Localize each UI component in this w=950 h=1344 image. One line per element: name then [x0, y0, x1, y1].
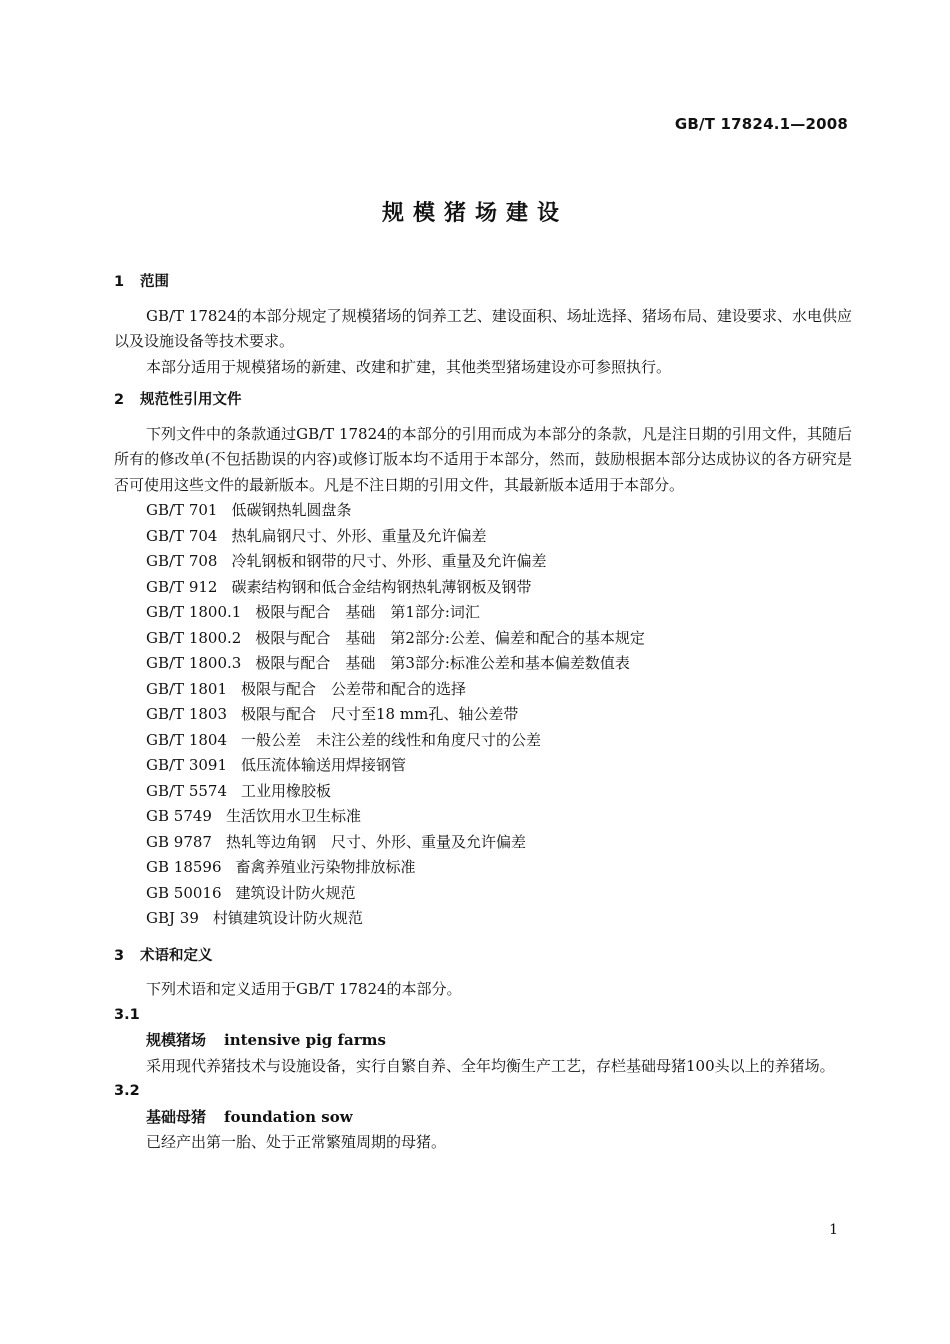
reference-code: GB 50016 [146, 883, 222, 902]
list-item [114, 830, 852, 856]
list-item [114, 626, 852, 652]
standard-number: GB/T 17824.1—2008 [674, 115, 848, 133]
document-body [114, 270, 852, 1156]
paragraph: GB/T 17824的本部分规定了规模猪场的饲养工艺、建设面积、场址选择、猪场布局、建设要求、水电供应以及设施设备等技术要求。 [114, 306, 852, 350]
reference-title: 极限与配合 基础 第2部分:公差、偏差和配合的基本规定 [255, 628, 645, 647]
list-item [114, 728, 852, 754]
section-number: 2 [114, 392, 125, 408]
term-name [114, 1105, 852, 1131]
list-item [114, 881, 852, 907]
reference-code: GB/T 1800.3 [146, 654, 242, 672]
term-cn: 规模猪场 [146, 1031, 207, 1049]
section-number: 3 [114, 947, 125, 964]
list-item [114, 677, 852, 703]
reference-list [114, 498, 852, 932]
reference-title: 村镇建筑设计防火规范 [212, 909, 363, 927]
term-number: 3.1 [114, 1006, 140, 1023]
list-item [114, 855, 852, 881]
list-item [114, 779, 852, 805]
reference-code: GB/T 1800.2 [146, 628, 242, 647]
reference-code: GB/T 912 [146, 577, 218, 596]
section-number: 1 [114, 274, 125, 290]
list-item [114, 753, 852, 779]
reference-code: GB/T 1804 [146, 730, 228, 749]
term-cn: 基础母猪 [146, 1107, 207, 1126]
list-item [114, 651, 852, 677]
reference-title: 热轧扁钢尺寸、外形、重量及允许偏差 [231, 526, 487, 545]
term-number: 3.2 [114, 1083, 140, 1099]
reference-code: GB/T 708 [146, 552, 218, 570]
reference-title: 低压流体输送用焊接钢管 [241, 756, 407, 774]
reference-title: 冷轧钢板和钢带的尺寸、外形、重量及允许偏差 [231, 552, 547, 570]
page-number: 1 [829, 1222, 838, 1238]
list-item [114, 575, 852, 601]
reference-code: GBJ 39 [146, 909, 199, 927]
section-title: 规范性引用文件 [140, 392, 242, 408]
document-title: 规模猪场建设 [381, 201, 568, 226]
section-heading-terms-and-definitions [114, 944, 852, 970]
reference-title: 低碳钢热轧圆盘条 [231, 501, 352, 519]
term-definition: 采用现代养猪技术与设施设备，实行自繁自养、全年均衡生产工艺，存栏基础母猪100头以上的养猪场。 [146, 1056, 835, 1075]
section-heading-normative-references [114, 388, 852, 414]
term-name [114, 1028, 852, 1054]
term-definition: 已经产出第一胎、处于正常繁殖周期的母猪。 [146, 1133, 447, 1151]
reference-code: GB 5749 [146, 807, 212, 825]
reference-title: 热轧等边角钢 尺寸、外形、重量及允许偏差 [225, 832, 526, 851]
reference-code: GB/T 3091 [146, 756, 228, 774]
list-item [114, 600, 852, 626]
reference-code: GB 9787 [146, 832, 212, 851]
paragraph: 下列术语和定义适用于GB/T 17824的本部分。 [146, 980, 462, 998]
reference-code: GB/T 704 [146, 526, 218, 545]
reference-code: GB/T 1800.1 [146, 603, 242, 621]
paragraph: 下列文件中的条款通过GB/T 17824的本部分的引用而成为本部分的条款，凡是注日期的引用文件，其随后所有的修改单(不包括勘误的内容)或修订版本均不适用于本部分，然而，鼓励根据本部分达成协议的各方研究是否可使用这些文件的最新版本。凡是不注日期的引用文件，其最新版本适用于本部分。 [114, 424, 852, 494]
section-heading-scope [114, 270, 852, 296]
reference-code: GB 18596 [146, 858, 222, 876]
section-title: 范围 [140, 274, 169, 290]
reference-code: GB/T 5574 [146, 781, 228, 800]
reference-code: GB/T 1801 [146, 679, 228, 698]
reference-title: 极限与配合 尺寸至18 mm孔、轴公差带 [241, 705, 519, 723]
reference-title: 极限与配合 基础 第1部分:词汇 [255, 603, 480, 621]
list-item [114, 549, 852, 575]
term-en: intensive pig farms [224, 1031, 386, 1049]
section-title: 术语和定义 [140, 947, 213, 964]
list-item [114, 906, 852, 932]
paragraph: 本部分适用于规模猪场的新建、改建和扩建，其他类型猪场建设亦可参照执行。 [146, 357, 672, 376]
reference-title: 极限与配合 公差带和配合的选择 [241, 679, 467, 698]
reference-title: 极限与配合 基础 第3部分:标准公差和基本偏差数值表 [255, 654, 630, 672]
reference-code: GB/T 701 [146, 501, 218, 519]
list-item [114, 804, 852, 830]
reference-code: GB/T 1803 [146, 705, 228, 723]
reference-title: 工业用橡胶板 [241, 781, 332, 800]
list-item [114, 498, 852, 524]
list-item [114, 524, 852, 550]
reference-title: 畜禽养殖业污染物排放标准 [235, 858, 416, 876]
reference-title: 建筑设计防火规范 [235, 883, 356, 902]
reference-title: 一般公差 未注公差的线性和角度尺寸的公差 [241, 730, 542, 749]
term-en: foundation sow [224, 1107, 353, 1126]
reference-title: 生活饮用水卫生标准 [225, 807, 361, 825]
reference-title: 碳素结构钢和低合金结构钢热轧薄钢板及钢带 [231, 577, 532, 596]
list-item [114, 702, 852, 728]
